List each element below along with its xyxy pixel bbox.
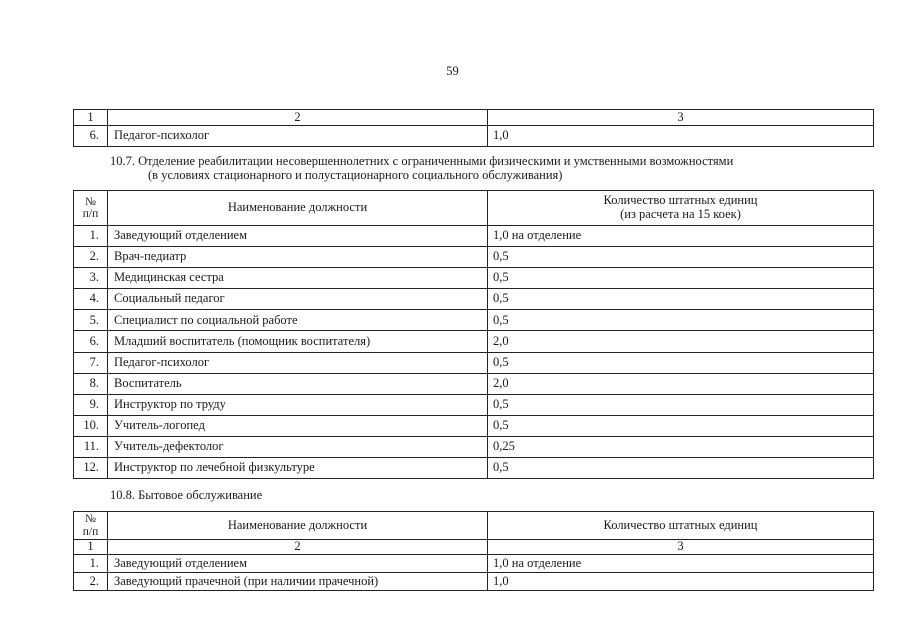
row-position-name: Социальный педагог	[108, 289, 488, 310]
row-position-name: Учитель-дефектолог	[108, 436, 488, 457]
row-number: 2.	[74, 247, 108, 268]
row-number: 2.	[74, 573, 108, 591]
row-number: 7.	[74, 352, 108, 373]
header-number-sign: №	[85, 195, 96, 208]
page-number: 59	[446, 64, 459, 78]
section-heading-10-7	[110, 155, 870, 183]
header-position-name: Наименование должности	[108, 512, 488, 540]
header-number-abbr: п/п	[82, 525, 99, 538]
table-row	[74, 310, 874, 331]
row-staff-count: 1,0	[488, 573, 874, 591]
row-number: 6.	[74, 126, 108, 147]
table-index-row	[74, 540, 874, 555]
staffing-table-10-7	[73, 190, 874, 479]
row-staff-count: 2,0	[488, 373, 874, 394]
row-position-name: Врач-педиатр	[108, 247, 488, 268]
index-cell-2: 2	[108, 540, 488, 555]
row-staff-count: 0,5	[488, 394, 874, 415]
row-number: 1.	[74, 555, 108, 573]
row-staff-count: 0,5	[488, 310, 874, 331]
row-staff-count: 0,5	[488, 352, 874, 373]
header-number	[74, 191, 108, 226]
row-staff-count: 0,5	[488, 268, 874, 289]
row-staff-count: 0,25	[488, 436, 874, 457]
row-staff-count: 0,5	[488, 289, 874, 310]
row-staff-count: 1,0	[488, 126, 874, 147]
row-position-name: Педагог-психолог	[108, 126, 488, 147]
table-header-row	[74, 191, 874, 226]
row-position-name: Специалист по социальной работе	[108, 310, 488, 331]
index-cell-1: 1	[74, 110, 108, 126]
header-staff-count-line-2: (из расчета на 15 коек)	[620, 207, 741, 221]
header-staff-count: Количество штатных единиц	[488, 512, 874, 540]
index-cell-3: 3	[488, 540, 874, 555]
table-header-row	[74, 512, 874, 540]
row-staff-count: 1,0 на отделение	[488, 226, 874, 247]
row-position-name: Медицинская сестра	[108, 268, 488, 289]
row-position-name: Заведующий отделением	[108, 555, 488, 573]
index-cell-1: 1	[74, 540, 108, 555]
table-row	[74, 458, 874, 479]
section-heading-line-1: 10.7. Отделение реабилитации несовершеннолетних с ограниченными физическими и умственными возможностями	[110, 154, 734, 168]
row-staff-count: 2,0	[488, 331, 874, 352]
row-number: 3.	[74, 268, 108, 289]
table-row	[74, 394, 874, 415]
row-number: 8.	[74, 373, 108, 394]
row-number: 6.	[74, 331, 108, 352]
row-position-name: Инструктор по лечебной физкультуре	[108, 458, 488, 479]
row-staff-count: 0,5	[488, 415, 874, 436]
row-number: 9.	[74, 394, 108, 415]
index-cell-2: 2	[108, 110, 488, 126]
index-cell-3: 3	[488, 110, 874, 126]
header-number-abbr: п/п	[82, 208, 99, 220]
table-row	[74, 289, 874, 310]
header-number	[74, 512, 108, 540]
row-position-name: Учитель-логопед	[108, 415, 488, 436]
table-row	[74, 268, 874, 289]
table-row	[74, 436, 874, 457]
table-row	[74, 373, 874, 394]
row-staff-count: 1,0 на отделение	[488, 555, 874, 573]
row-number: 11.	[74, 436, 108, 457]
row-position-name: Младший воспитатель (помощник воспитателя)	[108, 331, 488, 352]
table-row	[74, 352, 874, 373]
row-staff-count: 0,5	[488, 458, 874, 479]
table-row	[74, 415, 874, 436]
row-staff-count: 0,5	[488, 247, 874, 268]
header-staff-count-line-1: Количество штатных единиц	[603, 193, 758, 208]
header-staff-count	[488, 191, 874, 226]
row-position-name: Заведующий прачечной (при наличии прачечной)	[108, 573, 488, 591]
row-position-name: Педагог-психолог	[108, 352, 488, 373]
table-row	[74, 126, 874, 147]
header-position-name: Наименование должности	[108, 191, 488, 226]
table-row	[74, 573, 874, 591]
row-position-name: Заведующий отделением	[108, 226, 488, 247]
section-heading-10-8: 10.8. Бытовое обслуживание	[110, 488, 263, 502]
table-index-row	[74, 110, 874, 126]
row-number: 5.	[74, 310, 108, 331]
row-number: 4.	[74, 289, 108, 310]
row-number: 1.	[74, 226, 108, 247]
table-row	[74, 247, 874, 268]
row-number: 10.	[74, 415, 108, 436]
row-position-name: Инструктор по труду	[108, 394, 488, 415]
row-number: 12.	[74, 458, 108, 479]
table-row	[74, 331, 874, 352]
header-number-sign: №	[85, 513, 96, 526]
continuation-table	[73, 109, 874, 147]
section-heading-line-2: (в условиях стационарного и полустационарного социального обслуживания)	[148, 167, 563, 182]
staffing-table-10-8	[73, 511, 874, 591]
table-row	[74, 226, 874, 247]
row-position-name: Воспитатель	[108, 373, 488, 394]
table-row	[74, 555, 874, 573]
